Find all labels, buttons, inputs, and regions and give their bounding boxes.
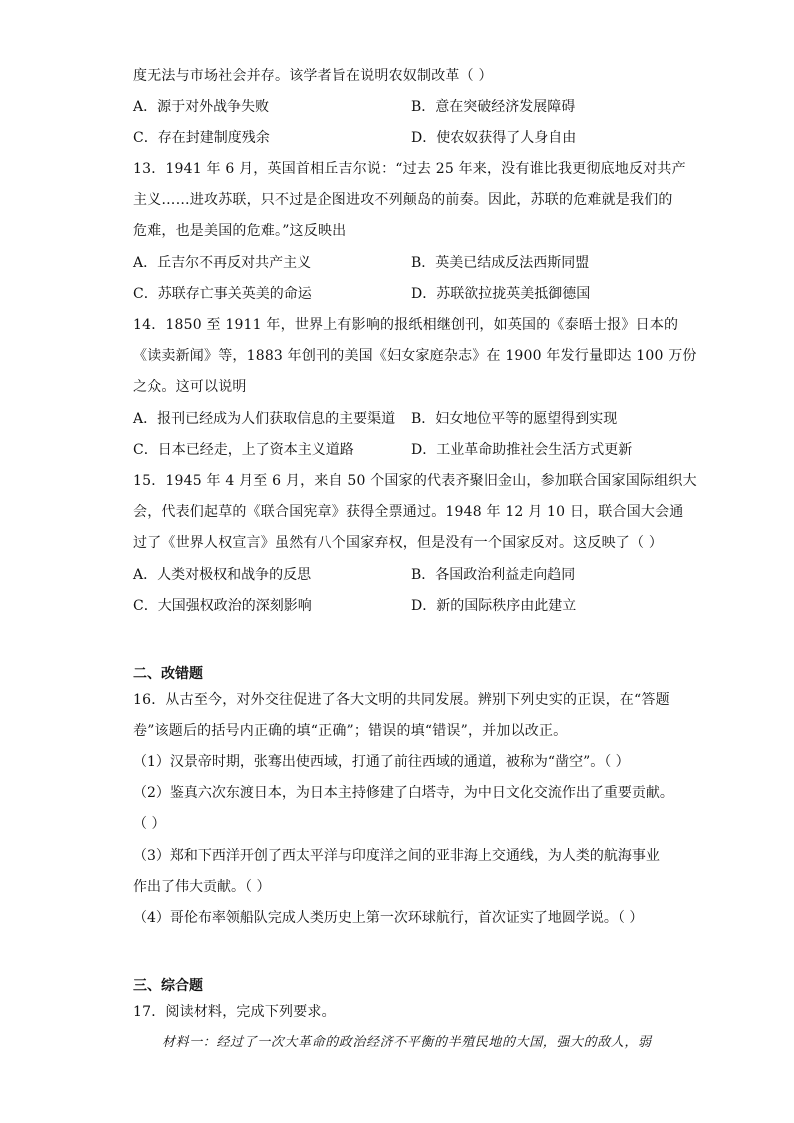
q14-option-b: B．妇女地位平等的愿望得到实现: [411, 411, 618, 427]
q16-item-1: （1）汉景帝时期，张骞出使西域，打通了前往西域的通道，被称为“凿空”。（ ）: [133, 754, 630, 770]
q15-stem-line-2: 会，代表们起草的《联合国宪章》获得全票通过。1948 年 12 月 10 日，联合国大会通: [133, 504, 684, 520]
q17-stem: 17．阅读材料，完成下列要求。: [133, 1004, 336, 1020]
q16-item-2-line-1: （2）鉴真六次东渡日本，为日本主持修建了白塔寺，为中日文化交流作出了重要贡献。: [133, 785, 674, 801]
q13-stem-line-1: 13．1941 年 6 月，英国首相丘吉尔说：“过去 25 年来，没有谁比我更彻底地反对共产: [133, 161, 686, 177]
q13-option-b: B．英美已结成反法西斯同盟: [411, 255, 590, 271]
q14-stem-line-2: 《读卖新闻》等，1883 年创刊的美国《妇女家庭杂志》在 1900 年发行量即达 100 万份: [133, 348, 697, 364]
q16-item-2-line-2: （ ）: [133, 816, 166, 832]
q12-option-a: A．源于对外战争失败: [133, 99, 270, 115]
q13-option-d: D．苏联欲拉拢英美抵御德国: [411, 286, 591, 302]
q13-option-c: C．苏联存亡事关英美的命运: [133, 286, 312, 302]
q16-item-3-line-1: （3）郑和下西洋开创了西太平洋与印度洋之间的亚非海上交通线，为人类的航海事业: [133, 848, 660, 864]
q14-option-a: A．报刊已经成为人们获取信息的主要渠道: [133, 411, 396, 427]
q12-stem-line: 度无法与市场社会并存。该学者旨在说明农奴制改革（ ）: [133, 68, 493, 84]
q15-option-a: A．人类对极权和战争的反思: [133, 567, 312, 583]
q15-option-d: D．新的国际秩序由此建立: [411, 598, 577, 614]
q14-stem-line-3: 之众。这可以说明: [133, 379, 247, 395]
q15-stem-line-1: 15．1945 年 4 月至 6 月，来自 50 个国家的代表齐聚旧金山，参加联合国家国际组织大: [133, 473, 697, 489]
q13-stem-line-2: 主义……进攻苏联，只不过是企图进攻不列颠岛的前奏。因此，苏联的危难就是我们的: [133, 192, 673, 208]
q16-item-3-line-2: 作出了伟大贡献。（ ）: [133, 879, 271, 895]
q16-stem-line-2: 卷”该题后的括号内正确的填“正确”；错误的填“错误”，并加以改正。: [133, 723, 568, 739]
q16-stem-line-1: 16．从古至今，对外交往促进了各大文明的共同发展。辨别下列史实的正误，在“答题: [133, 692, 670, 708]
q15-option-c: C．大国强权政治的深刻影响: [133, 598, 312, 614]
q15-option-b: B．各国政治利益走向趋同: [411, 567, 576, 583]
q17-material-1: 材料一：经过了一次大革命的政治经济不平衡的半殖民地的大国，强大的敌人，弱: [162, 1035, 652, 1050]
q15-stem-line-3: 过了《世界人权宣言》虽然有八个国家弃权，但是没有一个国家反对。这反映了（ ）: [133, 535, 664, 551]
q12-option-c: C．存在封建制度残余: [133, 130, 270, 146]
q14-stem-line-1: 14．1850 至 1911 年，世界上有影响的报纸相继创刊，如英国的《泰晤士报》日本的: [133, 317, 679, 333]
q12-option-b: B．意在突破经济发展障碍: [411, 99, 576, 115]
q14-option-d: D．工业革命助推社会生活方式更新: [411, 442, 633, 458]
section-heading-comprehensive: 三、综合题: [133, 978, 203, 994]
section-heading-correction: 二、改错题: [133, 666, 203, 682]
q13-option-a: A．丘吉尔不再反对共产主义: [133, 255, 312, 271]
q13-stem-line-3: 危难，也是美国的危难。”这反映出: [133, 223, 347, 239]
q16-item-4: （4）哥伦布率领船队完成人类历史上第一次环球航行，首次证实了地圆学说。（ ）: [133, 910, 644, 926]
q14-option-c: C．日本已经走，上了资本主义道路: [133, 442, 354, 458]
q12-option-d: D．使农奴获得了人身自由: [411, 130, 577, 146]
